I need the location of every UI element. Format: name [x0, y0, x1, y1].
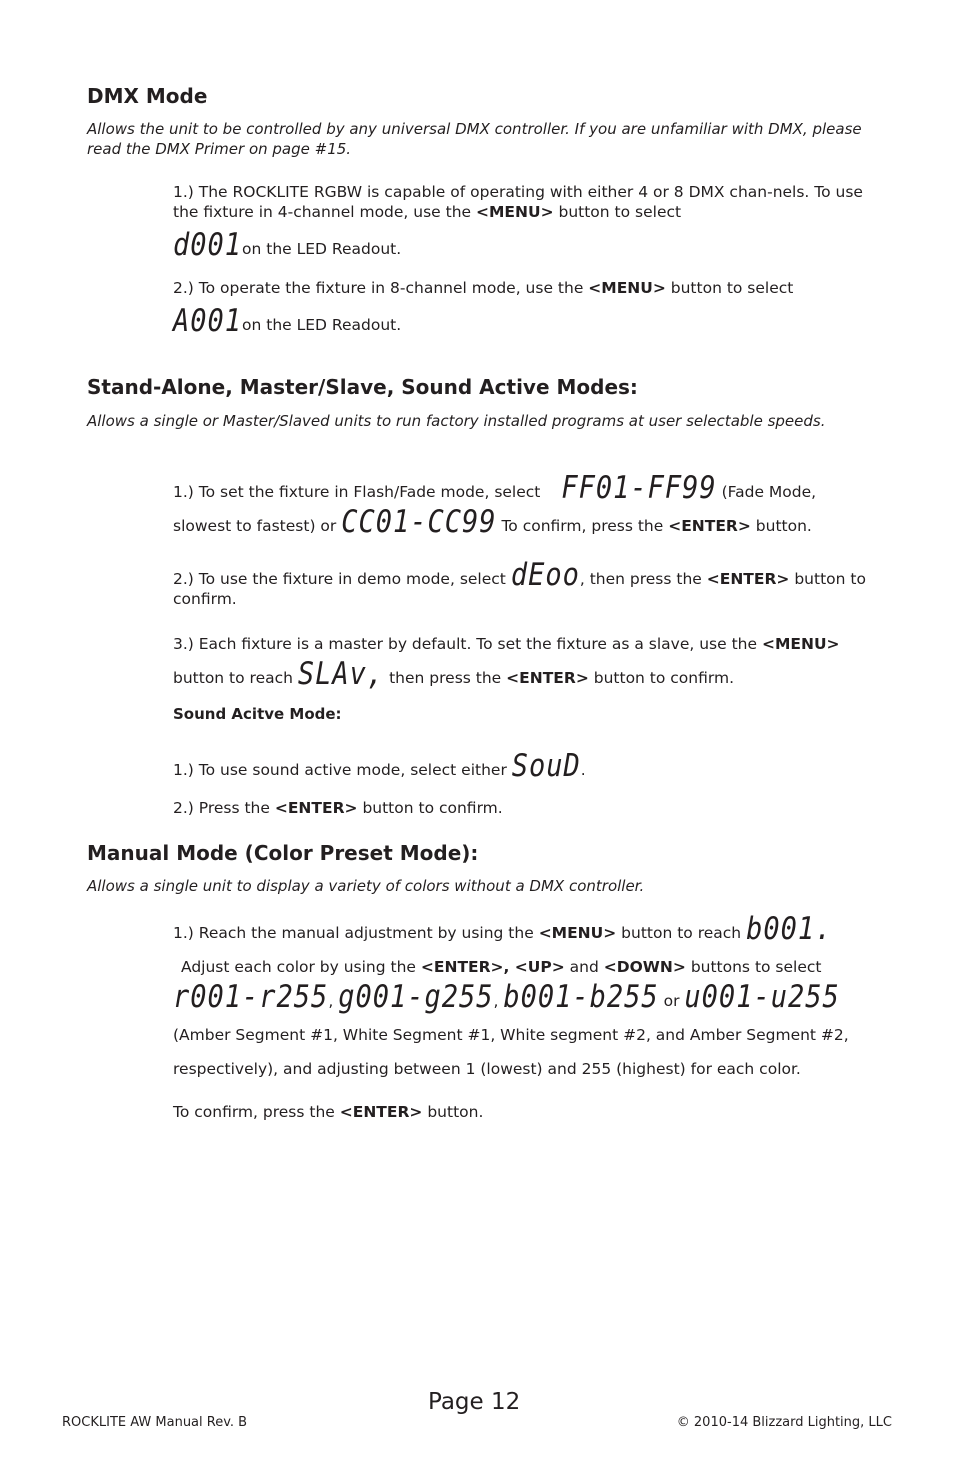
text: button to select [665, 279, 794, 297]
led-readout: dEoo [510, 557, 580, 594]
enter-key: <ENTER> [668, 517, 751, 535]
text: and [569, 958, 599, 976]
manual-mode-intro: Allows a single unit to display a variety of colors without a DMX controller. [87, 877, 645, 895]
footer-copyright: © 2010-14 Blizzard Lighting, LLC [676, 1415, 892, 1430]
sound-step-1 [173, 748, 873, 785]
standalone-heading: Stand-Alone, Master/Slave, Sound Active Modes: [87, 375, 638, 399]
text: , then press the [579, 570, 702, 588]
text: buttons to select [690, 958, 822, 976]
led-readout: g001-g255 [338, 979, 494, 1016]
text: button to reach [621, 924, 742, 942]
text: (Amber Segment #1, White Segment #1, White segment #2, and Amber Segment #2, respectively), and adjusting between 1 (lowest) and 255 (highest) for each color. [173, 1026, 849, 1078]
standalone-step-3 [173, 627, 873, 695]
text: 1.) To set the fixture in Flash/Fade mode, select [173, 483, 541, 501]
sound-step-2 [173, 798, 873, 818]
standalone-intro: Allows a single or Master/Slaved units to run factory installed programs at user selectable speeds. [87, 412, 826, 430]
dmx-mode-heading: DMX Mode [87, 84, 208, 108]
footer-manual-title: ROCKLITE AW Manual Rev. B [62, 1415, 248, 1430]
text: 2.) Press the [173, 799, 270, 817]
text: button. [427, 1103, 484, 1121]
manual-step-2 [173, 1102, 873, 1122]
led-readout: SLAv, [297, 656, 385, 693]
text: button. [755, 517, 812, 535]
menu-key: <MENU> [476, 203, 554, 221]
standalone-step-1 [173, 470, 873, 543]
text: button to confirm. [362, 799, 503, 817]
dmx-mode-step-2 [173, 278, 873, 340]
text: on the LED Readout. [242, 240, 402, 258]
led-readout: A001 [173, 303, 243, 340]
dmx-mode-intro: Allows the unit to be controlled by any universal DMX controller. If you are unfamiliar with DMX, please read the DMX Primer on page #15. [87, 120, 862, 158]
enter-key: <ENTER> [506, 669, 589, 687]
text: then press the [389, 669, 502, 687]
keys: <ENTER>, <UP> [420, 958, 565, 976]
text: To confirm, press the [501, 517, 664, 535]
standalone-step-2 [173, 557, 873, 609]
page-number: Page 12 [428, 1389, 521, 1415]
separator: , [328, 992, 334, 1010]
down-key: <DOWN> [603, 958, 686, 976]
led-readout: b001. [746, 911, 833, 948]
led-readout: SouD [511, 748, 581, 785]
led-readout: d001 [173, 227, 243, 264]
menu-key: <MENU> [761, 635, 840, 653]
separator: , [493, 992, 499, 1010]
dmx-mode-step-1 [173, 182, 873, 264]
menu-key: <MENU> [588, 279, 666, 297]
text: 2.) To use the fixture in demo mode, select [173, 570, 506, 588]
text: (Fade Mode, slowest to fastest) or [173, 483, 817, 535]
manual-mode-heading: Manual Mode (Color Preset Mode): [87, 841, 479, 865]
text: on the LED Readout. [242, 316, 402, 334]
led-readout: FF01-FF99 [561, 470, 717, 507]
text: To confirm, press the [173, 1103, 335, 1121]
text: Adjust each color by using the [181, 958, 416, 976]
text: . [580, 761, 586, 779]
text: button to confirm. [593, 669, 735, 687]
enter-key: <ENTER> [706, 570, 790, 588]
led-readout: CC01-CC99 [341, 504, 497, 541]
text: or [663, 992, 680, 1010]
text: button to confirm. [173, 570, 866, 608]
text: button to reach [173, 669, 293, 687]
menu-key: <MENU> [538, 924, 617, 942]
text: button to select [553, 203, 682, 221]
led-readout: b001-b255 [503, 979, 659, 1016]
text: 3.) Each fixture is a master by default. To set the fixture as a slave, use the [173, 635, 758, 653]
led-readout: u001-u255 [684, 979, 840, 1016]
text: 1.) Reach the manual adjustment by using the [173, 924, 534, 942]
text: 1.) To use sound active mode, select either [173, 761, 507, 779]
enter-key: <ENTER> [339, 1103, 423, 1121]
manual-step-1 [173, 911, 873, 1086]
text: 1.) The ROCKLITE RGBW is capable of operating with either 4 or 8 DMX chan-nels. To use the fixture in 4-channel mode, use the [173, 183, 863, 221]
sound-active-subheading: Sound Acitve Mode: [173, 705, 342, 723]
enter-key: <ENTER> [274, 799, 358, 817]
text: 2.) To operate the fixture in 8-channel mode, use the [173, 279, 589, 297]
led-readout: r001-r255 [173, 979, 329, 1016]
